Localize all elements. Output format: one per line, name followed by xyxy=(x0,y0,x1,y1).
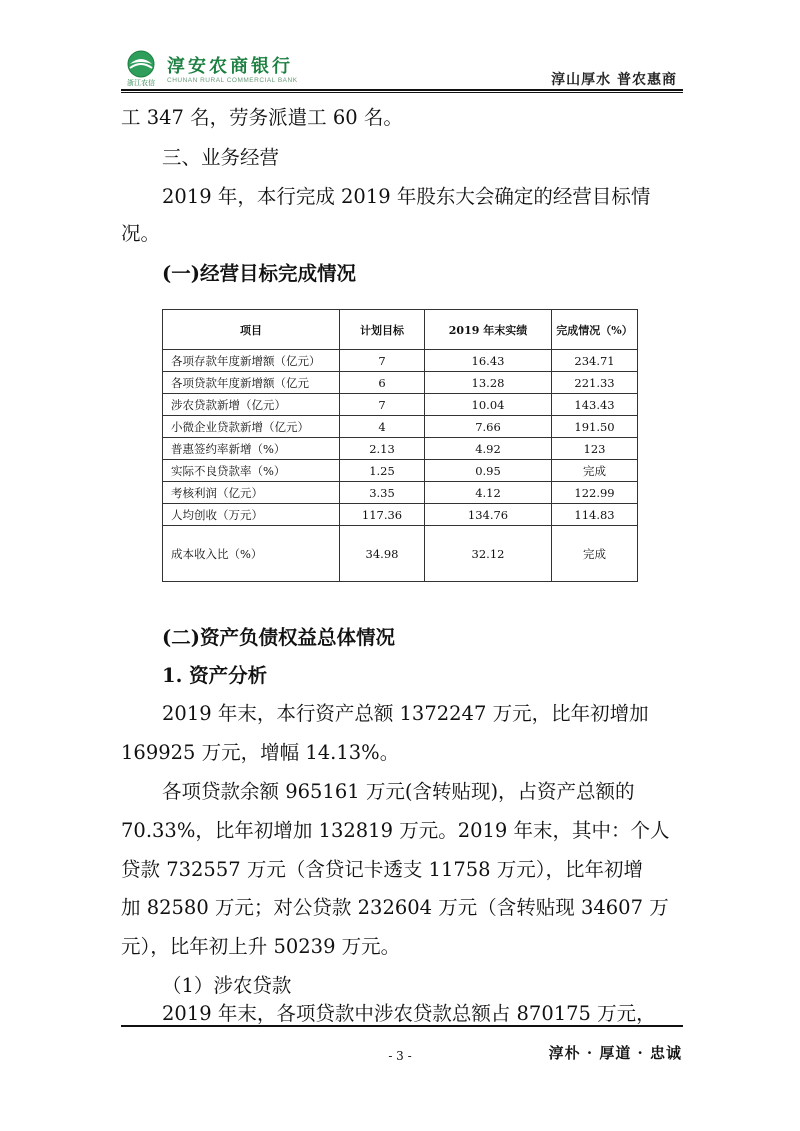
table-cell: 考核利润（亿元） xyxy=(163,482,340,504)
page-header xyxy=(121,42,681,94)
table-row xyxy=(163,438,638,460)
header-rule xyxy=(121,89,683,91)
table-cell: 2.13 xyxy=(340,438,425,460)
table-row xyxy=(163,394,638,416)
table-cell: 191.50 xyxy=(552,416,638,438)
paragraph-line: 贷款 732557 万元（含贷记卡透支 11758 万元），比年初增 xyxy=(121,858,644,881)
paragraph-line: 2019 年末，本行资产总额 1372247 万元，比年初增加 xyxy=(162,702,649,725)
paragraph-line: 况。 xyxy=(121,222,161,245)
table-cell: 完成 xyxy=(552,460,638,482)
column-header: 项目 xyxy=(163,310,340,350)
paragraph-line: 2019 年，本行完成 2019 年股东大会确定的经营目标情 xyxy=(162,185,651,208)
table-row xyxy=(163,460,638,482)
paragraph-line: 加 82580 万元；对公贷款 232604 万元（含转贴现 34607 万 xyxy=(121,896,669,919)
footer-slogan: 淳朴 · 厚道 · 忠诚 xyxy=(548,1044,682,1062)
table-cell: 实际不良贷款率（%） xyxy=(163,460,340,482)
table-header-row xyxy=(163,310,638,350)
table-cell: 34.98 xyxy=(340,526,425,582)
footer-rule xyxy=(121,1025,683,1027)
table-cell: 小微企业贷款新增（亿元） xyxy=(163,416,340,438)
table-row xyxy=(163,372,638,394)
logo-caption: 浙江农信 xyxy=(127,79,155,87)
column-header: 计划目标 xyxy=(340,310,425,350)
paragraph-line: 元），比年初上升 50239 万元。 xyxy=(121,935,401,958)
table-cell: 6 xyxy=(340,372,425,394)
table-row xyxy=(163,416,638,438)
table-cell: 16.43 xyxy=(425,350,552,372)
table-row xyxy=(163,350,638,372)
table-cell: 32.12 xyxy=(425,526,552,582)
subsection-heading: (一)经营目标完成情况 xyxy=(162,262,356,285)
table-cell: 123 xyxy=(552,438,638,460)
table-cell: 143.43 xyxy=(552,394,638,416)
table-cell: 各项存款年度新增额（亿元） xyxy=(163,350,340,372)
subsection-heading: (二)资产负债权益总体情况 xyxy=(162,626,395,649)
table-cell: 0.95 xyxy=(425,460,552,482)
table-cell: 涉农贷款新增（亿元） xyxy=(163,394,340,416)
bank-english-name: CHUNAN RURAL COMMERCIAL BANK xyxy=(167,77,298,84)
table-cell: 4.92 xyxy=(425,438,552,460)
table-cell: 各项贷款年度新增额（亿元 xyxy=(163,372,340,394)
table-cell: 13.28 xyxy=(425,372,552,394)
bank-logo-icon xyxy=(121,48,161,88)
table-cell: 7 xyxy=(340,350,425,372)
table-cell: 122.99 xyxy=(552,482,638,504)
table-cell: 117.36 xyxy=(340,504,425,526)
table-cell: 10.04 xyxy=(425,394,552,416)
column-header: 2019 年末实绩 xyxy=(425,310,552,350)
bank-name: 淳安农商银行 xyxy=(167,56,293,77)
paragraph-line: 169925 万元，增幅 14.13%。 xyxy=(121,741,400,764)
table-row xyxy=(163,504,638,526)
page-number: - 3 - xyxy=(388,1049,412,1063)
table-cell: 4.12 xyxy=(425,482,552,504)
section-heading: 三、业务经营 xyxy=(162,146,280,169)
table-cell: 221.33 xyxy=(552,372,638,394)
table-row xyxy=(163,526,638,582)
header-rule-thin xyxy=(121,92,683,93)
header-slogan: 淳山厚水 普农惠商 xyxy=(551,72,677,88)
business-target-table xyxy=(162,309,638,582)
paragraph-line: 各项贷款余额 965161 万元(含转贴现)，占资产总额的 xyxy=(162,780,635,803)
table-cell: 3.35 xyxy=(340,482,425,504)
table-cell: 1.25 xyxy=(340,460,425,482)
paragraph-line: 2019 年末，各项贷款中涉农贷款总额占 870175 万元， xyxy=(162,1002,656,1025)
column-header: 完成情况（%） xyxy=(552,310,638,350)
subsection-heading: 1. 资产分析 xyxy=(162,664,268,687)
table-cell: 134.76 xyxy=(425,504,552,526)
subsection-heading: （1）涉农贷款 xyxy=(162,974,292,997)
paragraph-line: 70.33%，比年初增加 132819 万元。2019 年末，其中：个人 xyxy=(121,819,670,842)
table-cell: 人均创收（万元） xyxy=(163,504,340,526)
table-cell: 7.66 xyxy=(425,416,552,438)
table-row xyxy=(163,482,638,504)
table-cell: 普惠签约率新增（%） xyxy=(163,438,340,460)
table-cell: 4 xyxy=(340,416,425,438)
table-cell: 成本收入比（%） xyxy=(163,526,340,582)
table-cell: 234.71 xyxy=(552,350,638,372)
table-cell: 7 xyxy=(340,394,425,416)
table-cell: 114.83 xyxy=(552,504,638,526)
table-cell: 完成 xyxy=(552,526,638,582)
text-line: 工 347 名，劳务派遣工 60 名。 xyxy=(121,106,403,129)
